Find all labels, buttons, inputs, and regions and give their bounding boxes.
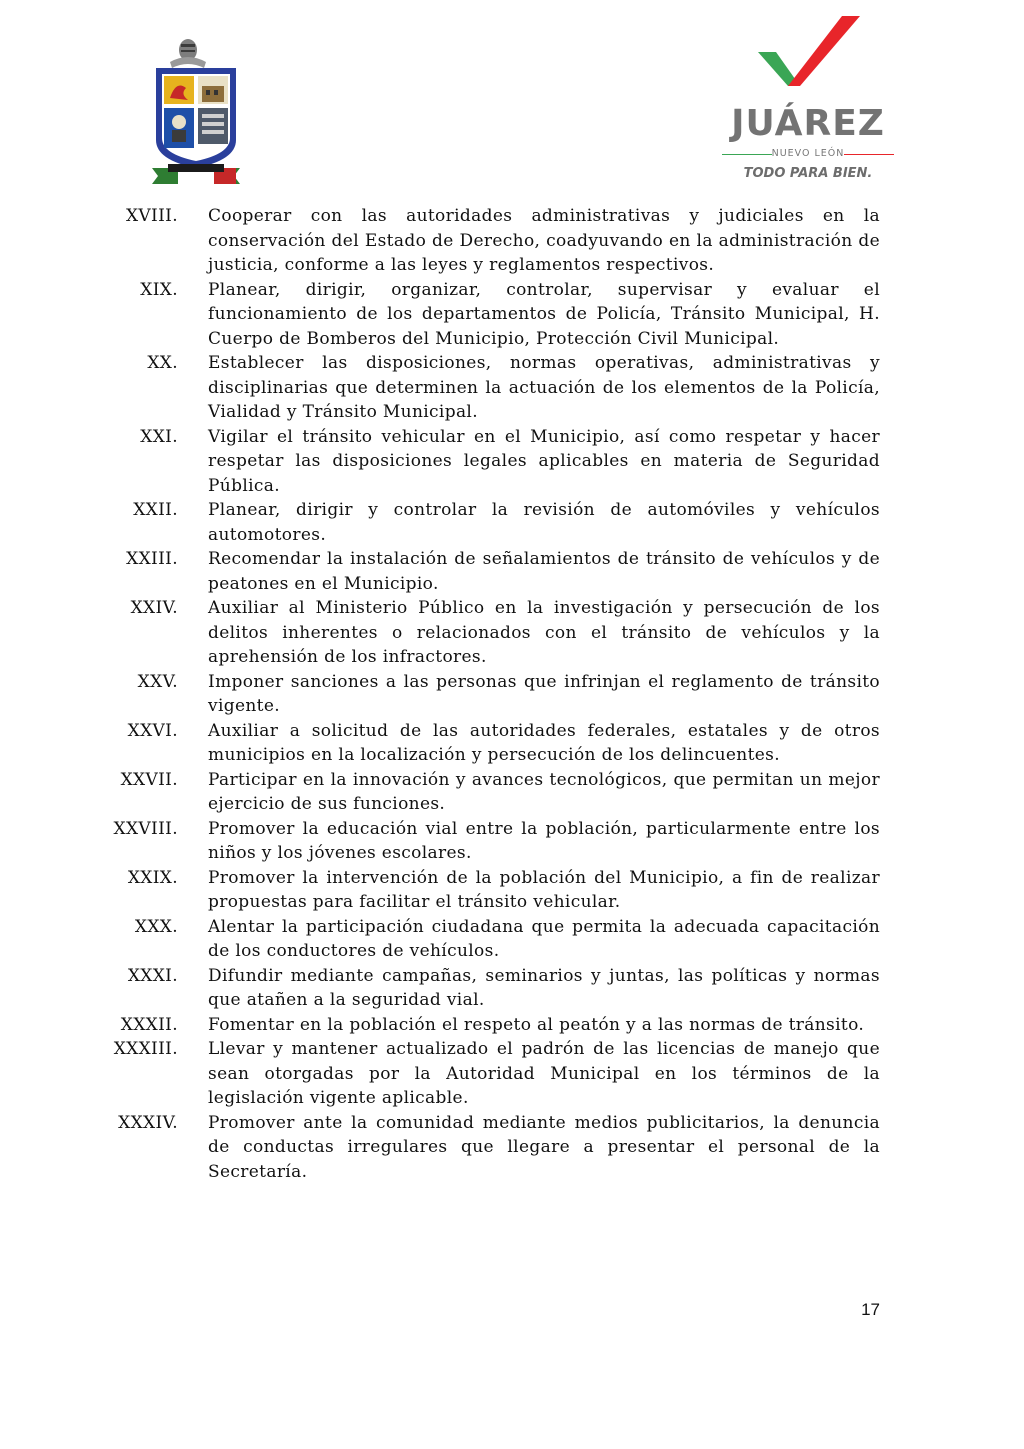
list-item — [96, 670, 880, 719]
list-item — [96, 1013, 880, 1038]
list-item-text: Planear, dirigir y controlar la revisión de automóviles y vehículos automotores. — [208, 500, 880, 545]
list-item-text: Vigilar el tránsito vehicular en el Municipio, así como respetar y hacer respetar las disposiciones legales aplicables en materia de Seguridad Pública. — [208, 426, 880, 496]
list-item — [96, 596, 880, 670]
page-number: 17 — [861, 1300, 880, 1319]
list-item — [96, 547, 880, 596]
list-item-text: Auxiliar a solicitud de las autoridades federales, estatales y de otros municipios en la localización y persecución de los delincuentes. — [208, 720, 880, 765]
list-item-number: XXVIII. — [113, 818, 178, 839]
document-body — [96, 204, 880, 1184]
list-item-text: Imponer sanciones a las personas que infrinjan el reglamento de tránsito vigente. — [208, 671, 880, 716]
list-item — [96, 817, 880, 866]
list-item — [96, 866, 880, 915]
brand-tagline: TODO PARA BIEN. — [743, 166, 873, 181]
list-item — [96, 1037, 880, 1111]
list-item-text: Promover la educación vial entre la población, particularmente entre los niños y los jóvenes escolares. — [208, 818, 880, 863]
list-item-number: XVIII. — [125, 206, 178, 226]
list-item-text: Alentar la participación ciudadana que permita la adecuada capacitación de los conductores de vehículos. — [208, 916, 880, 961]
list-item-text: Planear, dirigir, organizar, controlar, supervisar y evaluar el funcionamiento de los departamentos de Policía, Tránsito Municipal, H. Cuerpo de Bomberos del Municipio, Protección Civil Municipal. — [208, 279, 880, 349]
list-item-number: XXIX. — [127, 867, 178, 888]
list-item-number: XXIV. — [130, 598, 178, 618]
list-item-number: XIX. — [140, 279, 178, 300]
checkmark-logo-icon — [718, 14, 898, 104]
list-item — [96, 768, 880, 817]
list-item-text: Promover ante la comunidad mediante medios publicitarios, la denuncia de conductas irregulares que llegare a presentar el personal de la Secretaría. — [208, 1112, 880, 1182]
list-item — [96, 204, 880, 278]
brand-state: NUEVO LEÓN — [771, 148, 845, 159]
coat-of-arms-image — [148, 36, 244, 186]
list-item — [96, 719, 880, 768]
list-item — [96, 351, 880, 425]
list-item-text: Difundir mediante campañas, seminarios y juntas, las políticas y normas que atañen a la seguridad vial. — [208, 965, 880, 1010]
list-item-text: Establecer las disposiciones, normas operativas, administrativas y disciplinarias que determinen la actuación de los elementos de la Policía, Vialidad y Tránsito Municipal. — [208, 353, 880, 422]
brand-state-row — [718, 147, 898, 161]
list-item-text: Participar en la innovación y avances tecnológicos, que permitan un mejor ejercicio de sus funciones. — [208, 769, 880, 814]
list-item-text: Llevar y mantener actualizado el padrón de las licencias de manejo que sean otorgadas por la Autoridad Municipal en los términos de la legislación vigente aplicable. — [208, 1039, 880, 1108]
list-item-text: Auxiliar al Ministerio Público en la investigación y persecución de los delitos inherentes o relacionados con el tránsito de vehículos y la aprehensión de los infractores. — [208, 598, 880, 667]
brand-name: JUÁREZ — [731, 103, 885, 144]
juarez-brand-logo — [718, 14, 898, 179]
list-item-number: XXI. — [140, 426, 178, 447]
list-item — [96, 964, 880, 1013]
list-item-number: XX. — [147, 353, 178, 373]
list-item — [96, 278, 880, 352]
list-item-number: XXX. — [134, 916, 178, 937]
list-item-number: XXVII. — [120, 769, 178, 790]
list-item-number: XXXIII. — [113, 1039, 178, 1059]
municipal-coat-of-arms — [148, 36, 244, 186]
list-item — [96, 915, 880, 964]
list-item-number: XXXIV. — [118, 1112, 178, 1133]
list-item-number: XXVI. — [127, 720, 178, 741]
brand-divider-right — [844, 154, 894, 155]
list-item-text: Promover la intervención de la población del Municipio, a fin de realizar propuestas para facilitar el tránsito vehicular. — [208, 867, 880, 912]
list-item-number: XXV. — [137, 671, 178, 692]
list-item-text: Recomendar la instalación de señalamientos de tránsito de vehículos y de peatones en el Municipio. — [208, 549, 880, 594]
list-item-number: XXIII. — [126, 549, 178, 569]
list-item — [96, 498, 880, 547]
list-item — [96, 425, 880, 499]
list-item-text: Cooperar con las autoridades administrativas y judiciales en la conservación del Estado de Derecho, coadyuvando en la administración de justicia, conforme a las leyes y reglamentos respectivos. — [208, 206, 880, 275]
list-item — [96, 1111, 880, 1185]
list-item-number: XXXII. — [120, 1014, 178, 1035]
list-item-text: Fomentar en la población el respeto al peatón y a las normas de tránsito. — [208, 1014, 865, 1035]
list-item-number: XXXI. — [127, 965, 178, 986]
list-item-number: XXII. — [133, 500, 178, 520]
